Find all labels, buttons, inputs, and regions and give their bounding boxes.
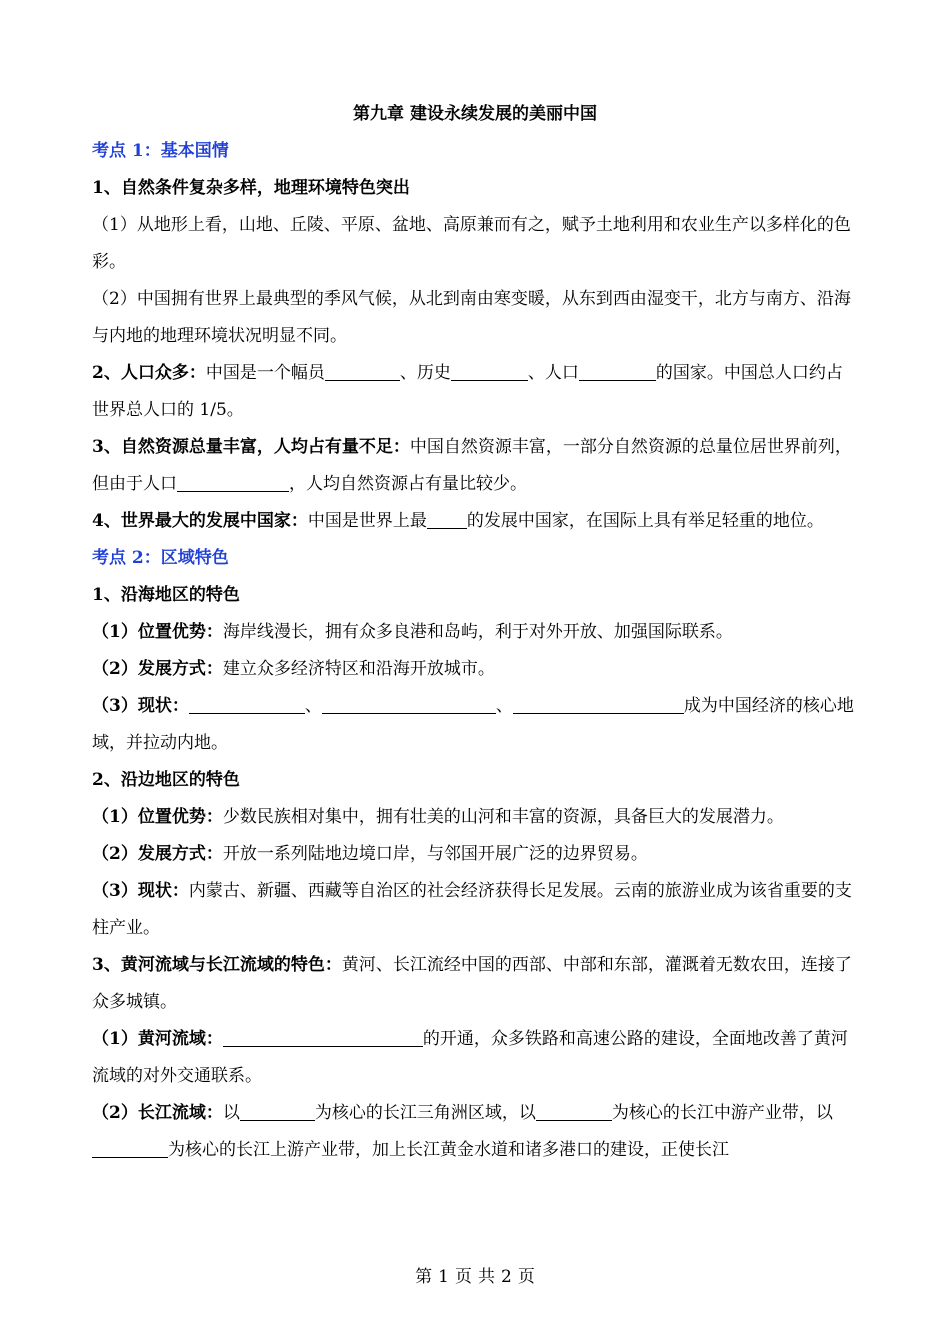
footer-ye: 页 — [455, 1267, 472, 1287]
border-location — [92, 799, 858, 836]
border-status — [92, 873, 858, 947]
fill-blank[interactable] — [322, 696, 496, 714]
page-footer — [0, 1262, 950, 1292]
coastal-development — [92, 651, 858, 688]
coastal-heading — [92, 577, 858, 614]
yangtze-river-lead: （2）长江流域： — [92, 1103, 223, 1123]
section-2-lead: 2、人口众多： — [92, 363, 206, 383]
border-location-text: 少数民族相对集中，拥有壮美的山河和丰富的资源，具备巨大的发展潜力。 — [222, 807, 784, 827]
fill-blank[interactable] — [92, 1140, 168, 1158]
coastal-sep-1: 、 — [304, 696, 322, 716]
yellow-river-lead: （1）黄河流域： — [92, 1029, 223, 1049]
border-heading — [92, 762, 858, 799]
coastal-status-lead: （3）现状： — [92, 696, 189, 716]
border-heading-text: 2、沿边地区的特色 — [92, 770, 240, 790]
fill-blank[interactable] — [536, 1103, 612, 1121]
coastal-location-lead: （1）位置优势： — [92, 622, 223, 642]
section-3-para — [92, 429, 858, 503]
s2-text-3: 、人口 — [527, 363, 579, 383]
coastal-heading-text: 1、沿海地区的特色 — [92, 585, 240, 605]
s3-text-2: ，人均自然资源占有量比较少。 — [289, 474, 527, 494]
border-development-lead: （2）发展方式： — [92, 844, 223, 864]
yangtze-river-para — [92, 1095, 858, 1169]
fill-blank[interactable] — [451, 363, 528, 381]
rivers-para — [92, 947, 858, 1021]
document-content — [92, 96, 858, 1169]
s4-text-2: 的发展中国家，在国际上具有举足轻重的地位。 — [466, 511, 824, 531]
footer-total-pages: 2 — [501, 1267, 512, 1287]
section-4-lead: 4、世界最大的发展中国家： — [92, 511, 308, 531]
kaodian-1-heading: 考点 1：基本国情 — [92, 141, 229, 161]
yangtze-text-3: 为核心的长江中游产业带，以 — [611, 1103, 833, 1123]
border-location-lead: （1）位置优势： — [92, 807, 223, 827]
section-1-para-2: （2）中国拥有世界上最典型的季风气候，从北到南由寒变暖，从东到西由湿变干，北方与南方、沿海与内地的地理环境状况明显不同。 — [92, 289, 851, 346]
rivers-lead: 3、黄河流域与长江流域的特色： — [92, 955, 342, 975]
section-1-heading-text: 1、自然条件复杂多样，地理环境特色突出 — [92, 178, 410, 198]
section-1-heading — [92, 170, 858, 207]
fill-blank[interactable] — [513, 696, 684, 714]
fill-blank[interactable] — [223, 1029, 423, 1047]
s2-text-2: 、历史 — [399, 363, 451, 383]
chapter-title: 第九章 建设永续发展的美丽中国 — [353, 104, 597, 124]
yangtze-text-2: 为核心的长江三角洲区域，以 — [314, 1103, 536, 1123]
section-3-lead: 3、自然资源总量丰富，人均占有量不足： — [92, 437, 410, 457]
border-status-text: 内蒙古、新疆、西藏等自治区的社会经济获得长足发展。云南的旅游业成为该省重要的支柱产业。 — [92, 881, 852, 938]
rivers-text: 黄河、长江流经中国的西部、中部和东部，灌溉着无数农田，连接了众多城镇。 — [92, 955, 852, 1012]
fill-blank[interactable] — [189, 696, 305, 714]
s4-text-1: 中国是世界上最 — [307, 511, 427, 531]
section-4-para — [92, 503, 858, 540]
s3-text-1: 中国自然资源丰富，一部分自然资源的总量位居世界前列，但由于人口 — [92, 437, 852, 494]
footer-gong: 共 — [478, 1267, 495, 1287]
border-development — [92, 836, 858, 873]
border-development-text: 开放一系列陆地边境口岸，与邻国开展广泛的边界贸易。 — [222, 844, 648, 864]
yangtze-text-1: 以 — [222, 1103, 240, 1123]
yellow-river-para — [92, 1021, 858, 1095]
fill-blank[interactable] — [579, 363, 656, 381]
section-2-para — [92, 355, 858, 429]
fill-blank[interactable] — [325, 363, 400, 381]
fill-blank[interactable] — [240, 1103, 315, 1121]
s2-text-1: 中国是一个幅员 — [205, 363, 325, 383]
footer-ye-2: 页 — [517, 1267, 535, 1287]
kaodian-2-heading: 考点 2：区域特色 — [92, 548, 229, 568]
footer-di: 第 — [415, 1267, 433, 1287]
yangtze-text-4: 为核心的长江上游产业带，加上长江黄金水道和诸多港口的建设，正使长江 — [168, 1140, 729, 1160]
fill-blank[interactable] — [427, 511, 467, 529]
coastal-status — [92, 688, 858, 762]
section-1-para-1: （1）从地形上看，山地、丘陵、平原、盆地、高原兼而有之，赋予土地利用和农业生产以多样化的色彩。 — [92, 215, 851, 272]
fill-blank[interactable] — [177, 474, 289, 492]
coastal-location — [92, 614, 858, 651]
coastal-sep-2: 、 — [495, 696, 513, 716]
s2-text-4: 的国家。中国总人口约占世界总人口的 1/5。 — [92, 363, 843, 420]
coastal-status-text: 成为中国经济的核心地域，并拉动内地。 — [92, 696, 854, 753]
coastal-development-lead: （2）发展方式： — [92, 659, 223, 679]
border-status-lead: （3）现状： — [92, 881, 189, 901]
yellow-river-text: 的开通，众多铁路和高速公路的建设，全面地改善了黄河流域的对外交通联系。 — [92, 1029, 848, 1086]
coastal-location-text: 海岸线漫长，拥有众多良港和岛屿，利于对外开放、加强国际联系。 — [222, 622, 733, 642]
footer-page-number: 1 — [438, 1267, 449, 1287]
coastal-development-text: 建立众多经济特区和沿海开放城市。 — [222, 659, 495, 679]
